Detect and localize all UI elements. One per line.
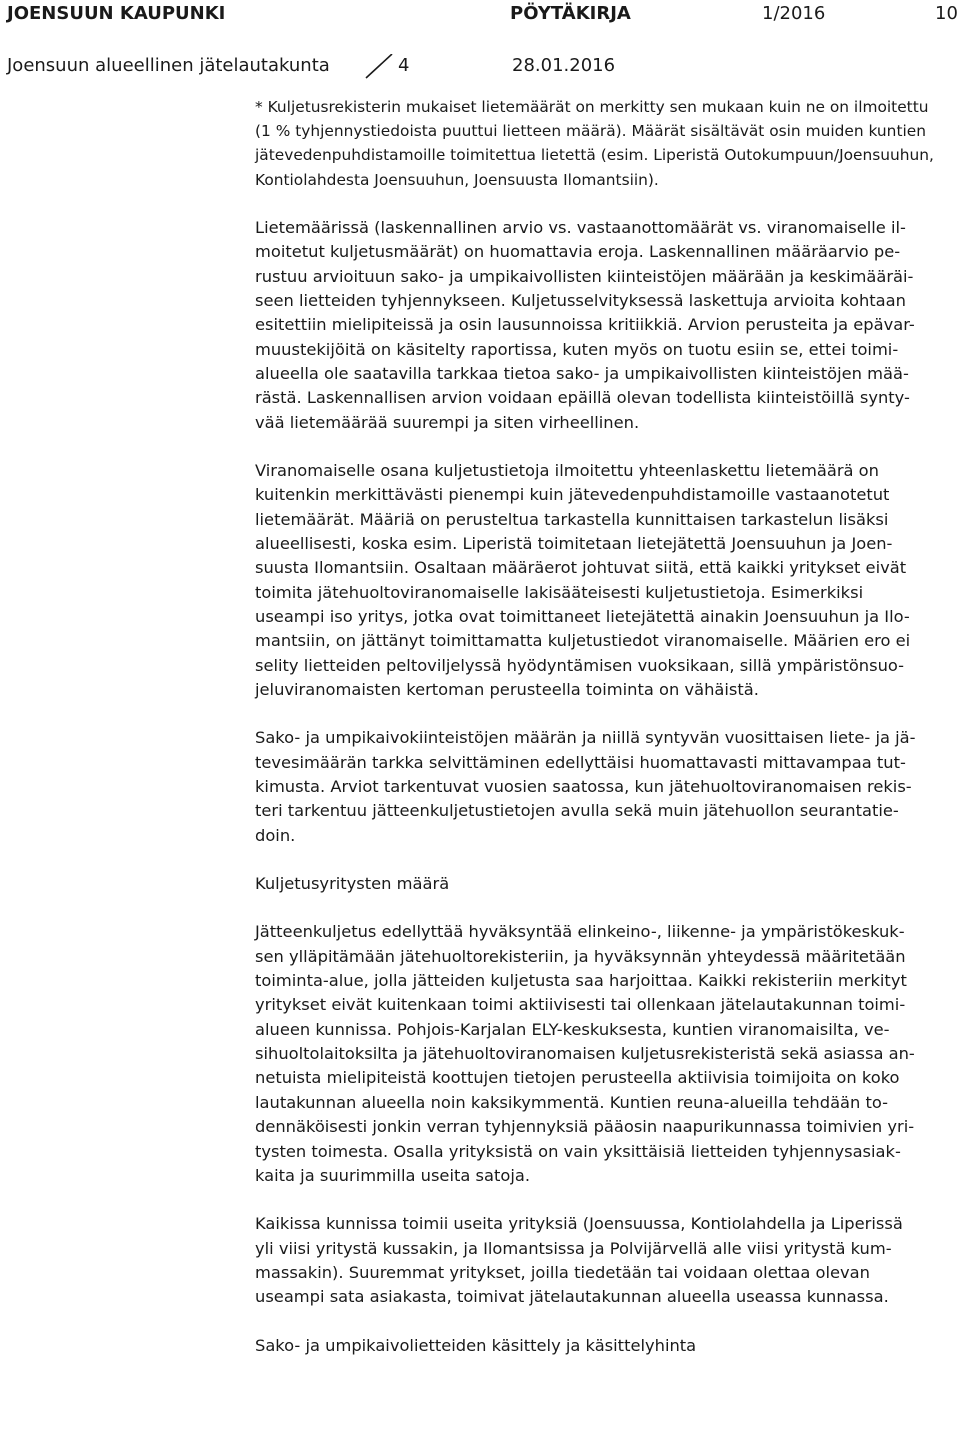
text-line: esitettiin mielipiteissä ja osin lausunnoissa kritiikkiä. Arvion perusteita ja epävar- xyxy=(255,315,915,335)
text-line: sihuoltolaitoksilta ja jätehuoltoviranomaisen kuljetusrekisteristä sekä asiassa an- xyxy=(255,1044,915,1064)
text-line: Jätteenkuljetus edellyttää hyväksyntää elinkeino-, liikenne- ja ympäristökeskuk- xyxy=(255,922,905,942)
text-line: Viranomaiselle osana kuljetustietoja ilmoitettu yhteenlaskettu lietemäärä on xyxy=(255,460,879,480)
text-line: kuitenkin merkittävästi pienempi kuin jätevedenpuhdistamoille vastaanotetut xyxy=(255,485,890,505)
page-number: 10 xyxy=(935,3,958,24)
footnote-block xyxy=(255,95,957,192)
paragraph-companies-per-municipality xyxy=(255,1212,957,1309)
section-number: 4 xyxy=(398,55,410,76)
text-line: useampi iso yritys, jotka ovat toimittaneet lietejätettä ainakin Joensuuhun ja Ilo- xyxy=(255,606,910,626)
text-line: moitetut kuljetusmäärät) on huomattavia eroja. Laskennallinen määräarvio pe- xyxy=(255,242,901,262)
text-line: toimita jätehuoltoviranomaiselle lakisääteisesti kuljetustietoja. Esimerkiksi xyxy=(255,582,864,602)
meeting-date: 28.01.2016 xyxy=(512,55,616,76)
text-line: tysten toimesta. Osalla yrityksistä on vain yksittäisiä lietteiden tyhjennysasiak- xyxy=(255,1141,901,1161)
text-line: mantsiin, on jättänyt toimittamatta kuljetustiedot viranomaiselle. Määrien ero ei xyxy=(255,631,911,651)
document-number: 1/2016 xyxy=(762,3,826,24)
document-type: PÖYTÄKIRJA xyxy=(510,3,631,24)
text-line: kaita ja suurimmilla useita satoja. xyxy=(255,1165,530,1185)
committee-name: Joensuun alueellinen jätelautakunta xyxy=(7,55,330,76)
text-line: alueellisesti, koska esim. Liperistä toimitetaan lietejätettä Joensuuhun ja Joen- xyxy=(255,533,893,553)
text-line: massakin). Suuremmat yritykset, joilla tiedetään tai voidaan olettaa olevan xyxy=(255,1262,870,1282)
text-line: teri tarkentuu jätteenkuljetustietojen avulla sekä muin jätehuollon seurantatie- xyxy=(255,801,899,821)
section-heading: Kuljetusyritysten määrä xyxy=(255,874,450,894)
document-body xyxy=(255,95,957,1358)
text-line: useampi sata asiakasta, toimivat jätelautakunnan alueella useassa kunnassa. xyxy=(255,1287,889,1307)
text-line: seen lietteiden tyhjennykseen. Kuljetusselvityksessä laskettuja arvioita kohtaan xyxy=(255,290,906,310)
text-line: doin. xyxy=(255,825,296,845)
text-line: netuista mielipiteistä koottujen tietojen perusteella aktiivisia toimijoita on koko xyxy=(255,1068,900,1088)
text-line: selity lietteiden peltoviljelyssä hyödyntämisen vuoksikaan, sillä ympäristönsuo- xyxy=(255,655,905,675)
text-line: alueen kunnissa. Pohjois-Karjalan ELY-keskuksesta, kuntien viranomaisilta, ve- xyxy=(255,1019,890,1039)
text-line: tevesimäärän tarkka selvittäminen edellyttäisi huomattavasti mittavampaa tut- xyxy=(255,752,906,772)
text-line: yli viisi yritystä kussakin, ja Ilomantsissa ja Polvijärvellä alle viisi yritystä kum- xyxy=(255,1238,892,1258)
paragraph-reported-amounts xyxy=(255,459,957,702)
text-line: Sako- ja umpikaivokiinteistöjen määrän ja niillä syntyvän vuosittaisen liete- ja jä- xyxy=(255,728,916,748)
text-line: dennäköisesti jonkin verran tyhjennyksiä pääosin naapurikunnassa toimivien yri- xyxy=(255,1117,915,1137)
text-line: vää lietemäärää suurempi ja siten virheellinen. xyxy=(255,412,640,432)
section-heading: Sako- ja umpikaivolietteiden käsittely ja käsittelyhinta xyxy=(255,1335,697,1355)
text-line: yritykset eivät kuitenkaan toimi aktiivisesti tai ollenkaan jätelautakunnan toimi- xyxy=(255,995,906,1015)
footnote-line: jätevedenpuhdistamoille toimitettua lietettä (esim. Liperistä Outokumpuun/Joensuuhun, xyxy=(255,146,934,165)
text-line: rästä. Laskennallisen arvion voidaan epäillä olevan todellista kiinteistöillä synty- xyxy=(255,388,910,408)
text-line: rustuu arvioituun sako- ja umpikaivollisten kiinteistöjen määrään ja keskimääräi- xyxy=(255,266,914,286)
text-line: Kaikissa kunnissa toimii useita yrityksiä (Joensuussa, Kontiolahdella ja Liperissä xyxy=(255,1214,903,1234)
text-line: jeluviranomaisten kertoman perusteella toiminta on vähäistä. xyxy=(255,680,759,699)
footnote-line: * Kuljetusrekisterin mukaiset lietemäärät on merkitty sen mukaan kuin ne on ilmoitettu xyxy=(255,98,929,116)
text-line: muustekijöitä on käsitelty raportissa, kuten myös on tuotu esiin se, ettei toimi- xyxy=(255,339,899,359)
text-line: lietemäärät. Määriä on perusteltua tarkastella kunnittaisen tarkastelun lisäksi xyxy=(255,509,889,529)
footnote-line: (1 % tyhjennystiedoista puuttui lietteen määrä). Määrät sisältävät osin muiden kuntien xyxy=(255,122,926,141)
section-mark-icon xyxy=(360,54,394,80)
paragraph-further-study xyxy=(255,726,957,848)
paragraph-transport-registry xyxy=(255,920,957,1188)
text-line: lautakunnan alueella noin kaksikymmentä. Kuntien reuna-alueilla tehdään to- xyxy=(255,1092,889,1112)
text-line: sen ylläpitämään jätehuoltorekisteriin, ja hyväksynnän yhteydessä määritetään xyxy=(255,946,906,966)
organization-name: JOENSUUN KAUPUNKI xyxy=(7,3,226,24)
text-line: kimusta. Arviot tarkentuvat vuosien saatossa, kun jätehuoltoviranomaisen rekis- xyxy=(255,777,912,797)
text-line: toiminta-alue, jolla jätteiden kuljetusta saa harjoittaa. Kaikki rekisteriin merkityt xyxy=(255,971,907,991)
paragraph-sludge-differences xyxy=(255,216,957,435)
text-line: Lietemäärissä (laskennallinen arvio vs. vastaanottomäärät vs. viranomaiselle il- xyxy=(255,217,906,237)
text-line: alueella ole saatavilla tarkkaa tietoa sako- ja umpikaivollisten kiinteistöjen mää- xyxy=(255,363,909,383)
text-line: suusta Ilomantsiin. Osaltaan määräerot johtuvat siitä, että kaikki yritykset eivät xyxy=(255,558,907,578)
footnote-line: Kontiolahdesta Joensuuhun, Joensuusta Ilomantsiin). xyxy=(255,170,659,189)
